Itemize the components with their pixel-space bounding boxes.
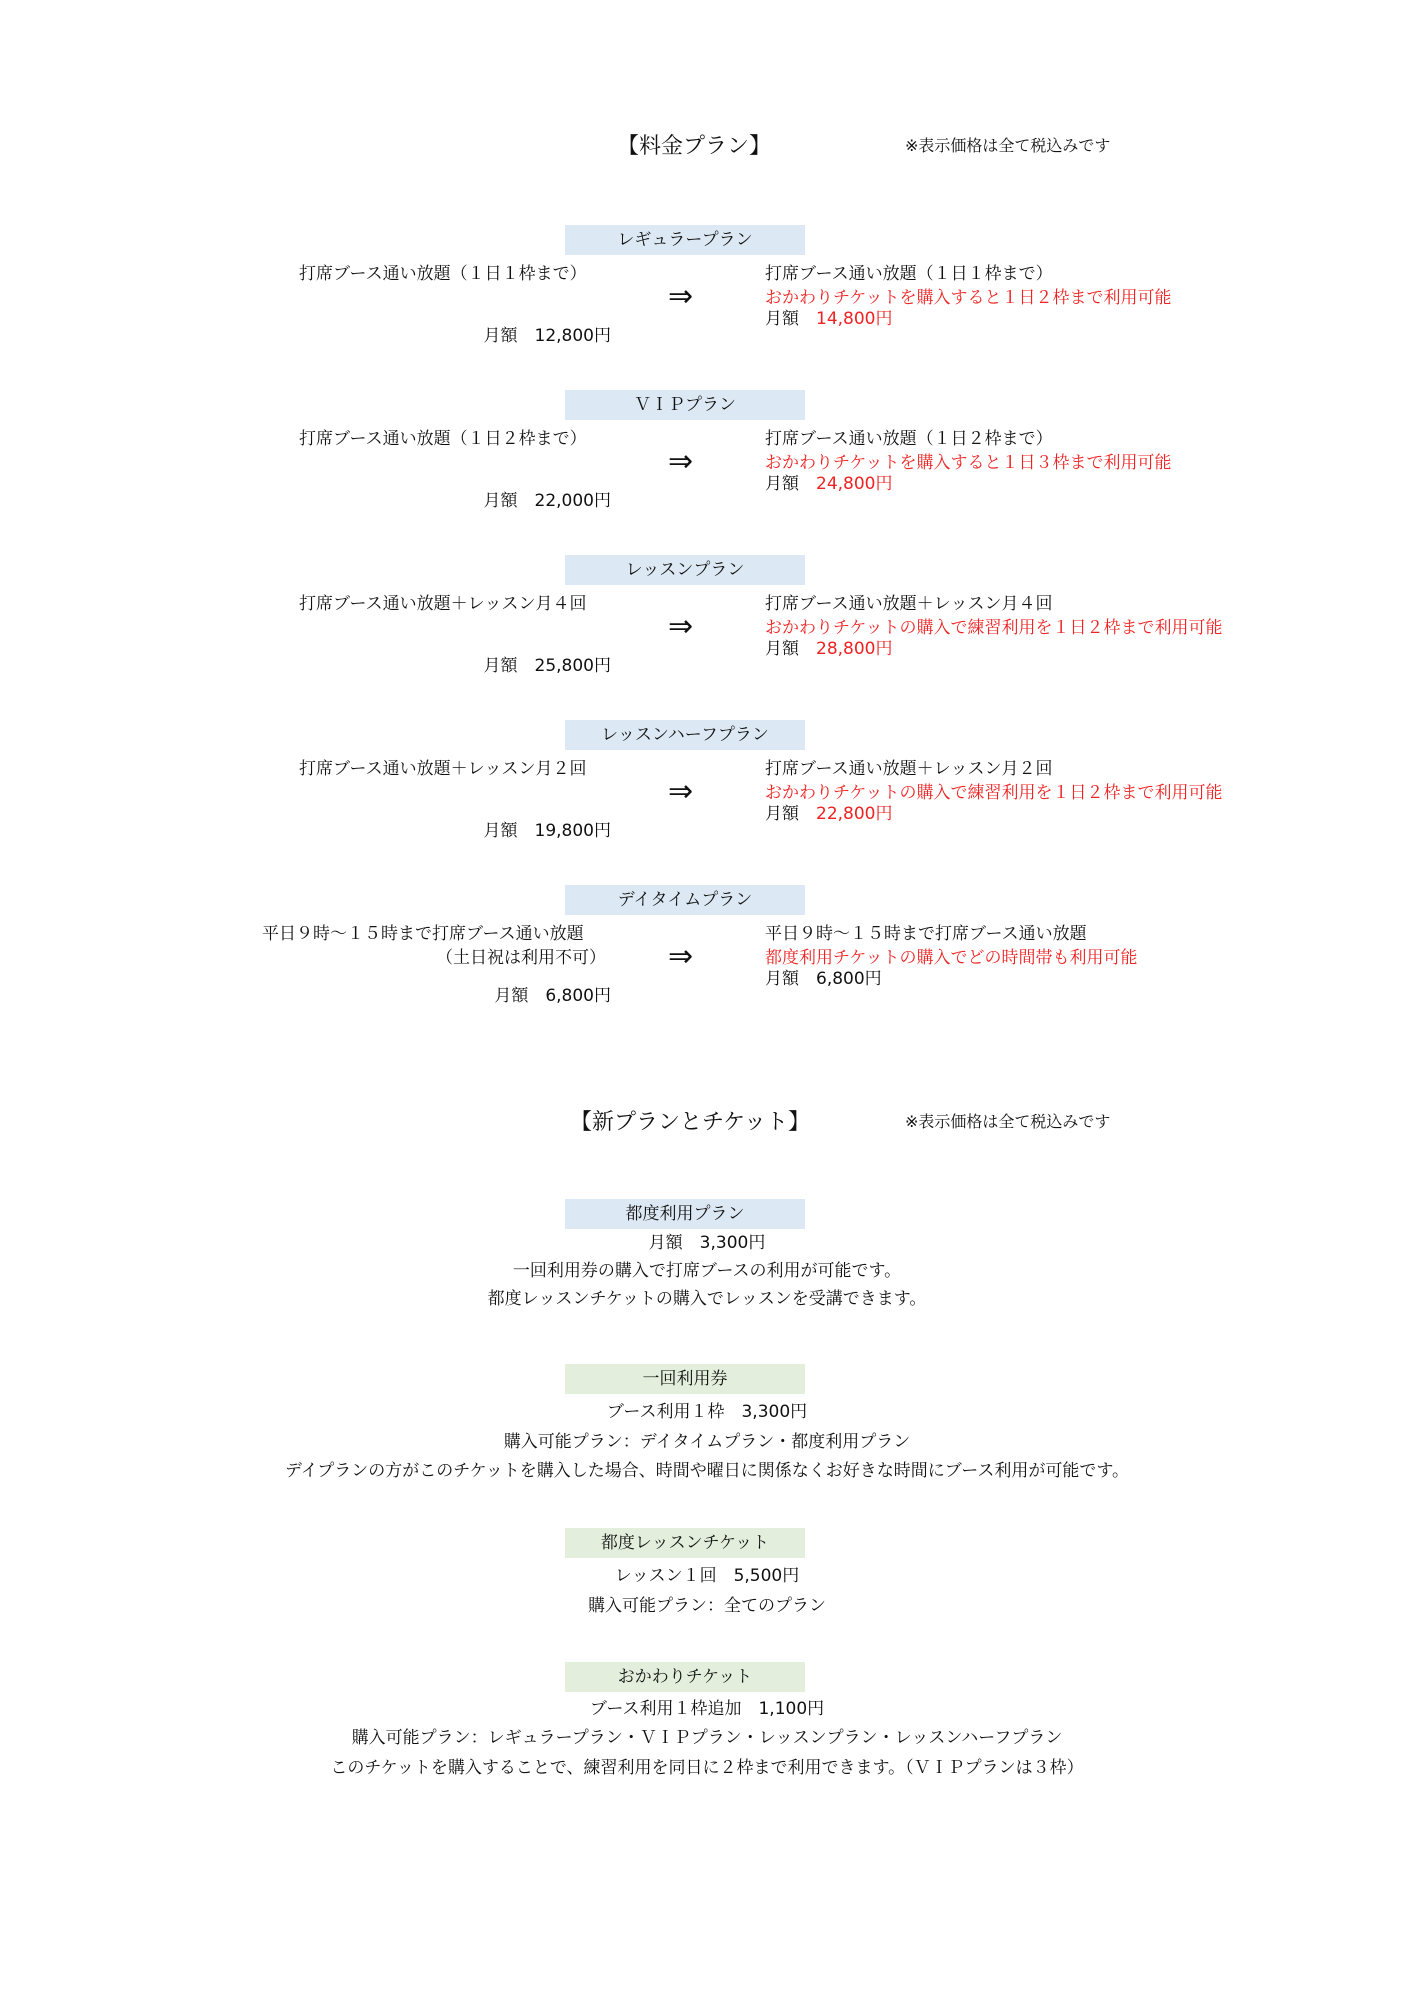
- section-title-new-plans: 【新プランとチケット】: [570, 1110, 811, 1135]
- ticket-price: ブース利用１枠 3,300円: [606, 1402, 808, 1422]
- plan-new-price: [765, 799, 892, 824]
- plan-current-price: 月額 12,800円: [483, 326, 611, 346]
- plan-new-benefit: 都度利用チケットの購入でどの時間帯も利用可能: [765, 948, 1138, 968]
- plan-label: レギュラープラン: [565, 225, 805, 255]
- plan-current-price: 月額 6,800円: [494, 986, 611, 1006]
- ticket-desc: 都度レッスンチケットの購入でレッスンを受講できます。: [487, 1289, 927, 1309]
- price-value: 22,800円: [816, 804, 893, 824]
- plan-current-desc: 打席ブース通い放題（１日１枠まで）: [299, 264, 587, 284]
- plan-new-benefit: おかわりチケットを購入すると１日３枠まで利用可能: [765, 453, 1172, 473]
- plan-new-desc: 打席ブース通い放題（１日１枠まで）: [765, 264, 1053, 284]
- plan-new-benefit: おかわりチケットの購入で練習利用を１日２枠まで利用可能: [765, 783, 1223, 803]
- ticket-desc: 一回利用券の購入で打席ブースの利用が可能です。: [512, 1261, 902, 1281]
- plan-new-desc: 打席ブース通い放題（１日２枠まで）: [765, 429, 1053, 449]
- ticket-label: 都度レッスンチケット: [565, 1528, 805, 1558]
- price-label: 月額: [765, 804, 799, 824]
- ticket-price: ブース利用１枠追加 1,100円: [589, 1699, 825, 1719]
- plan-new-desc: 平日９時～１５時まで打席ブース通い放題: [765, 924, 1087, 944]
- plan-current-desc: 打席ブース通い放題（１日２枠まで）: [299, 429, 587, 449]
- ticket-desc: デイプランの方がこのチケットを購入した場合、時間や曜日に関係なくお好きな時間にブース利用が可能です。: [284, 1461, 1130, 1481]
- arrow-icon: ⇒: [668, 939, 694, 974]
- arrow-icon: ⇒: [668, 279, 694, 314]
- plan-label: レッスンハーフプラン: [565, 720, 805, 750]
- plan-new-price: [765, 634, 892, 659]
- plan-current-desc-note: （土日祝は利用不可）: [436, 948, 606, 968]
- ticket-label: 一回利用券: [565, 1364, 805, 1394]
- ticket-price: 月額 3,300円: [648, 1233, 766, 1253]
- price-value: 28,800円: [816, 639, 893, 659]
- plan-current-price: 月額 19,800円: [483, 821, 611, 841]
- ticket-label: 都度利用プラン: [565, 1199, 805, 1229]
- plan-new-benefit: おかわりチケットの購入で練習利用を１日２枠まで利用可能: [765, 618, 1223, 638]
- ticket-label: おかわりチケット: [565, 1662, 805, 1692]
- plan-label: レッスンプラン: [565, 555, 805, 585]
- price-value: 24,800円: [816, 474, 893, 494]
- ticket-eligible-plans: 購入可能プラン：全てのプラン: [588, 1596, 826, 1616]
- plan-current-desc: 平日９時～１５時まで打席ブース通い放題: [262, 924, 584, 944]
- ticket-eligible-plans: 購入可能プラン：デイタイムプラン・都度利用プラン: [503, 1432, 911, 1452]
- plan-new-desc: 打席ブース通い放題＋レッスン月４回: [765, 594, 1053, 614]
- price-label: 月額: [765, 969, 799, 989]
- price-label: 月額: [765, 309, 799, 329]
- plan-new-price: [765, 469, 892, 494]
- plan-label: デイタイムプラン: [565, 885, 805, 915]
- ticket-eligible-plans: 購入可能プラン：レギュラープラン・ＶＩＰプラン・レッスンプラン・レッスンハーフプラン: [351, 1728, 1063, 1748]
- plan-current-desc: 打席ブース通い放題＋レッスン月２回: [299, 759, 587, 779]
- section-title-pricing: 【料金プラン】: [617, 134, 772, 159]
- plan-new-price: [765, 304, 892, 329]
- arrow-icon: ⇒: [668, 609, 694, 644]
- price-label: 月額: [765, 474, 799, 494]
- plan-current-price: 月額 25,800円: [483, 656, 611, 676]
- plan-new-price: [765, 964, 882, 989]
- ticket-price: レッスン１回 5,500円: [614, 1566, 800, 1586]
- plan-current-desc: 打席ブース通い放題＋レッスン月４回: [299, 594, 587, 614]
- tax-note: ※表示価格は全て税込みです: [905, 1112, 1111, 1131]
- price-value: 14,800円: [816, 309, 893, 329]
- plan-current-price: 月額 22,000円: [483, 491, 611, 511]
- plan-new-desc: 打席ブース通い放題＋レッスン月２回: [765, 759, 1053, 779]
- plan-label: ＶＩＰプラン: [565, 390, 805, 420]
- price-label: 月額: [765, 639, 799, 659]
- ticket-desc: このチケットを購入することで、練習利用を同日に２枠まで利用できます。（ＶＩＰプランは３枠）: [330, 1758, 1084, 1778]
- price-value: 6,800円: [816, 969, 882, 989]
- plan-new-benefit: おかわりチケットを購入すると１日２枠まで利用可能: [765, 288, 1172, 308]
- arrow-icon: ⇒: [668, 774, 694, 809]
- tax-note: ※表示価格は全て税込みです: [905, 136, 1111, 155]
- arrow-icon: ⇒: [668, 444, 694, 479]
